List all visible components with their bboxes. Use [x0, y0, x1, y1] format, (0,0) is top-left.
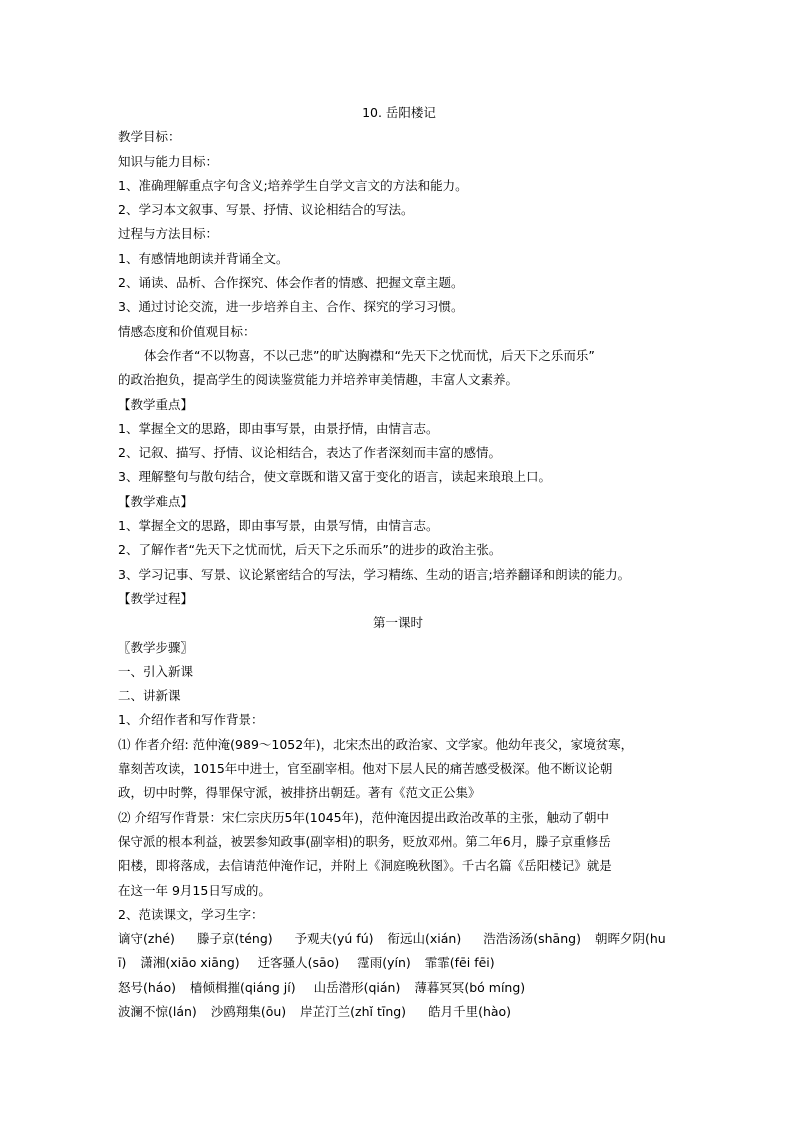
heading-objectives: 教学目标：	[118, 129, 181, 145]
paragraph: 体会作者“不以物喜，不以己悲”的旷达胸襟和“先天下之忧而忧，后天下之乐而乐”	[144, 347, 595, 363]
vocab-item: 予观夫(yú fú)	[294, 931, 374, 947]
paragraph: 2、诵读、品析、合作探究、体会作者的情感、把握文章主题。	[118, 275, 464, 291]
vocab-row	[118, 927, 678, 951]
vocab-row	[118, 1000, 678, 1024]
paragraph: ⑵ 介绍写作背景：宋仁宗庆历5年(1045年)，范仲淹因提出政治改革的主张，触动了朝中	[118, 809, 609, 825]
paragraph: 2、范读课文，学习生字：	[118, 906, 264, 922]
vocab-item: 岸芷汀兰(zhǐ tīng)	[300, 1003, 407, 1019]
paragraph: 2、记叙、描写、抒情、议论相结合，表达了作者深刻而丰富的感情。	[118, 445, 501, 461]
subheading-attitude: 情感态度和价值观目标：	[118, 323, 256, 339]
paragraph: 保守派的根本利益，被罢参知政事(副宰相)的职务，贬放邓州。第二年6月，滕子京重修岳	[118, 833, 611, 849]
vocab-item: 怒号(háo)	[118, 979, 176, 995]
vocab-item: 浩浩汤汤(shāng)	[483, 931, 581, 947]
paragraph: 1、掌握全文的思路，即由事写景，由景抒情，由情言志。	[118, 420, 439, 436]
vocab-item: ī)	[118, 955, 127, 971]
subheading-knowledge: 知识与能力目标：	[118, 153, 219, 169]
vocab-item: 皓月千里(hào)	[428, 1003, 512, 1019]
paragraph: 的政治抱负，提高学生的阅读鉴赏能力并培养审美情趣，丰富人文素养。	[118, 372, 519, 388]
heading-steps: 〖教学步骤〗	[118, 639, 194, 655]
paragraph: 靠刻苦攻读，1015年中进士，官至副宰相。他对下层人民的痛苦感受极深。他不断议论朝	[118, 761, 613, 777]
vocab-item: 波澜不惊(lán)	[118, 1003, 197, 1019]
vocab-item: 山岳潜形(qián)	[313, 979, 401, 995]
paragraph: 阳楼，即将落成，去信请范仲淹作记，并附上《洞庭晚秋图》。千古名篇《岳阳楼记》就是	[118, 858, 612, 874]
paragraph: ⑴ 作者介绍: 范仲淹(989～1052年)，北宋杰出的政治家、文学家。他幼年丧父，家境贫寒，	[118, 736, 634, 752]
vocab-item: 衔远山(xián)	[387, 931, 462, 947]
paragraph: 3、学习记事、写景、议论紧密结合的写法，学习精练、生动的语言;培养翻译和朗读的能力。	[118, 566, 631, 582]
paragraph: 一、引入新课	[118, 663, 194, 679]
paragraph: 3、通过讨论交流，进一步培养自主、合作、探究的学习习惯。	[118, 299, 464, 315]
vocab-item: 薄暮冥冥(bó míng)	[414, 979, 526, 995]
paragraph: 3、理解整句与散句结合，使文章既和谐又富于变化的语言，读起来琅琅上口。	[118, 469, 551, 485]
vocab-item: 霏霏(fēi fēi)	[424, 955, 495, 971]
heading-process: 【教学过程】	[118, 590, 194, 606]
heading-key-points: 【教学重点】	[118, 396, 194, 412]
vocab-item: 霪雨(yín)	[357, 955, 411, 971]
vocab-item: 樯倾楫摧(qiáng jí)	[189, 979, 296, 995]
page-title: 10. 岳阳楼记	[362, 105, 436, 120]
paragraph: 二、讲新课	[118, 688, 181, 704]
vocab-item: 谪守(zhé)	[118, 931, 175, 947]
paragraph: 1、有感情地朗读并背诵全文。	[118, 250, 289, 266]
paragraph: 1、介绍作者和写作背景：	[118, 712, 264, 728]
vocab-item: 沙鸥翔集(ōu)	[210, 1003, 287, 1019]
paragraph: 在这一年 9月15日写成的。	[118, 882, 271, 898]
paragraph: 2、了解作者“先天下之忧而忧，后天下之乐而乐”的进步的政治主张。	[118, 542, 502, 558]
vocab-item: 滕子京(téng)	[196, 931, 273, 947]
paragraph: 政，切中时弊，得罪保守派，被排挤出朝廷。著有《范文正公集》	[118, 785, 481, 801]
paragraph: 1、准确理解重点字句含义;培养学生自学文言文的方法和能力。	[118, 177, 468, 193]
vocab-item: 潇湘(xiāo xiāng)	[140, 955, 240, 971]
paragraph: 2、学习本文叙事、写景、抒情、议论相结合的写法。	[118, 202, 414, 218]
vocab-row	[118, 976, 678, 1000]
heading-difficulties: 【教学难点】	[118, 493, 194, 509]
document-page	[118, 101, 678, 1024]
vocab-item: 朝晖夕阴(hu	[594, 931, 666, 947]
vocab-item: 迁客骚人(sāo)	[257, 955, 340, 971]
vocab-row	[118, 951, 678, 975]
paragraph: 1、掌握全文的思路，即由事写景，由景写情，由情言志。	[118, 518, 439, 534]
subheading-process: 过程与方法目标：	[118, 226, 219, 242]
section-title-first-lesson: 第一课时	[372, 615, 423, 631]
